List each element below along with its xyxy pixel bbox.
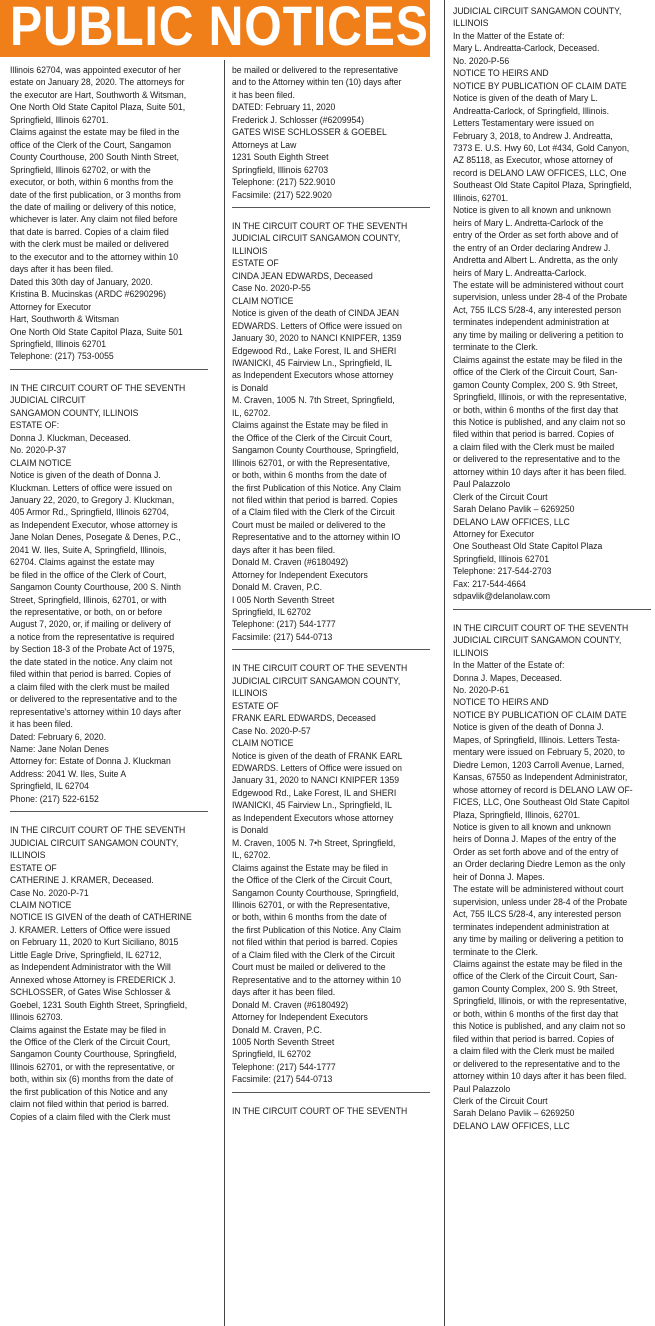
notice-block <box>232 221 432 644</box>
notice-line: Facsimile: (217) 544-0713 <box>232 631 333 643</box>
notice-line: mentary were issued on February 5, 2020, to <box>453 747 625 759</box>
notice-line: as Independent Executors whose attorney <box>232 370 394 382</box>
notice-line: Facsimile: (217) 522.9020 <box>232 189 332 201</box>
notice-line: Notice is given of the death of Mary L. <box>453 93 598 105</box>
notice-line: I 005 North Seventh Street <box>232 594 335 606</box>
notice-line: One Southeast Old State Capitol Plaza <box>453 541 603 553</box>
notice-line: SCHLOSSER, of Gates Wise Schlosser & <box>10 987 171 999</box>
notice-line: ILLINOIS <box>453 647 489 659</box>
notice-line: the first publication of this Notice and any <box>10 1086 168 1098</box>
notice-block <box>453 623 653 1134</box>
notice-line: heirs of Donna J. Mapes of the entry of the <box>453 834 617 846</box>
notice-line: days after it has been filed. <box>10 264 114 276</box>
notice-line: terminates independent administration at <box>453 317 609 329</box>
notice-line: M. Craven, 1005 N. 7•h Street, Springfield, <box>232 837 396 849</box>
notice-line: not filed within that period is barred. Copies <box>232 494 398 506</box>
notice-separator <box>232 202 430 208</box>
notice-line: Dated: February 6, 2020. <box>10 731 107 743</box>
notice-line: is Donald <box>232 382 268 394</box>
notice-line: Mapes, of Springfield, Illinois. Letters Testa- <box>453 734 620 746</box>
notice-line: Sarah Delano Pavlik – 6269250 <box>453 1108 575 1120</box>
notice-line: Claims against the Estate may be filed in <box>232 420 388 432</box>
notice-line: Mary L. Andreatta-Carlock, Deceased. <box>453 43 600 55</box>
notice-line: Sarah Delano Pavlik – 6269250 <box>453 504 575 516</box>
notice-line: Diedre Lemon, 1203 Carroll Avenue, Larned, <box>453 759 625 771</box>
notice-line: Kluckman. Letters of office were issued on <box>10 482 173 494</box>
notice-line: Notice is given to all known and unknown <box>453 205 611 217</box>
notice-line: attorney within 10 days after it has been filed. <box>453 466 627 478</box>
notice-block <box>10 383 210 806</box>
notice-line: SANGAMON COUNTY, ILLINOIS <box>10 407 139 419</box>
notice-line: Dated this 30th day of January, 2020. <box>10 276 153 288</box>
notice-line: Address: 2041 W. Iles, Suite A <box>10 768 127 780</box>
notice-line: The estate will be administered without court <box>453 884 624 896</box>
notice-line: NOTICE TO HEIRS AND <box>453 68 549 80</box>
notice-line: Case No. 2020-P-57 <box>232 725 311 737</box>
notice-line: IN THE CIRCUIT COURT OF THE SEVENTH <box>10 825 186 837</box>
notice-line: Donald M. Craven, P.C. <box>232 582 323 594</box>
notice-line: JUDICIAL CIRCUIT SANGAMON COUNTY, <box>10 837 179 849</box>
notice-line: Donna J. Kluckman, Deceased. <box>10 432 131 444</box>
notice-line: 1005 North Seventh Street <box>232 1036 335 1048</box>
notice-line: ESTATE OF <box>10 862 57 874</box>
notice-line: office of the Clerk of the Circuit Court, San- <box>453 367 618 379</box>
notice-line: ESTATE OF <box>232 700 279 712</box>
notice-separator <box>10 364 208 370</box>
notice-line: Sangamon County Courthouse, Springfield, <box>10 1049 177 1061</box>
notice-line: it has been filed. <box>232 89 295 101</box>
notice-block <box>232 1106 432 1118</box>
notice-line: heirs of Mary L. Andreatta-Carlock. <box>453 267 587 279</box>
notice-line: Telephone: 217-544-2703 <box>453 566 552 578</box>
notice-line: Kansas, 67550 as Independent Administrator, <box>453 772 628 784</box>
notice-line: CLAIM NOTICE <box>10 457 72 469</box>
notice-line: or both, within 6 months from the date of <box>232 470 387 482</box>
notice-line: One North Old State Capitol Plaza, Suite 501 <box>10 326 183 338</box>
notice-separator <box>10 806 208 812</box>
notice-line: or delivered to the representative and to the <box>453 1058 621 1070</box>
notice-block <box>10 825 210 1124</box>
notice-line: Notice is given to all known and unknown <box>453 822 611 833</box>
notice-line: 2041 W. Iles, Suite A, Springfield, Illinois, <box>10 544 167 556</box>
notice-line: the executor are Hart, Southworth & Witsman, <box>10 89 187 101</box>
notice-line: M. Craven, 1005 N. 7th Street, Springfield, <box>232 395 395 407</box>
notice-line: by Section 18-3 of the Probate Act of 1975, <box>10 644 175 656</box>
notice-line: Springfield, Illinois 62701. <box>10 114 109 126</box>
notice-line: Sangamon County Courthouse, Springfield, <box>232 445 399 457</box>
notice-line: Hart, Southworth & Witsman <box>10 314 119 326</box>
notice-line: with the clerk must be mailed or delivered <box>10 239 169 251</box>
notice-line: CLAIM NOTICE <box>232 738 294 750</box>
page-title: PUBLIC NOTICES <box>10 0 429 57</box>
notice-line: a claim filed with the clerk must be mailed <box>10 681 170 693</box>
notice-line: whichever is later. Any claim not filed before <box>10 214 178 226</box>
notice-line: Clerk of the Circuit Court <box>453 491 548 503</box>
notice-line: Edgewood Rd., Lake Forest, IL and SHERI <box>232 787 397 799</box>
notice-line: Notice is given of the death of Donna J. <box>453 722 604 734</box>
notice-line: Attorney for: Estate of Donna J. Kluckman <box>10 756 171 768</box>
notice-line: executor, or both, within 6 months from the <box>10 177 174 189</box>
notice-line: Springfield, Illinois 62703 <box>232 164 329 176</box>
notice-line: Frederick J. Schlosser (#6209954) <box>232 114 364 126</box>
notice-line: not filed within that period is barred. Copies <box>232 937 398 949</box>
notice-line: Springfield, Illinois 62701 <box>453 553 550 565</box>
notice-line: Clerk of the Circuit Court <box>453 1095 548 1107</box>
notice-line: days after it has been filed. <box>232 987 336 999</box>
notice-line: terminates independent administration at <box>453 921 609 933</box>
public-notices-banner <box>0 0 430 57</box>
notice-line: both, within six (6) months from the date of <box>10 1074 174 1086</box>
notice-line: Edgewood Rd., Lake Forest, IL and SHERI <box>232 345 397 357</box>
notice-line: DELANO LAW OFFICES, LLC <box>453 516 570 528</box>
notice-line: supervision, unless under 28-4 of the Probate <box>453 292 628 304</box>
notice-line: Telephone: (217) 544-1777 <box>232 1061 336 1073</box>
notice-line: Telephone: (217) 544-1777 <box>232 619 336 631</box>
notice-line: the date of mailing or delivery of this notice, <box>10 201 177 213</box>
notice-line: IWANICKI, 45 Fairview Ln., Springfield, IL <box>232 357 392 369</box>
notice-line: representative's attorney within 10 days after <box>10 706 182 718</box>
notice-line: be mailed or delivered to the representative <box>232 65 399 76</box>
column-divider <box>444 0 445 1326</box>
notice-line: it has been filed. <box>10 719 73 731</box>
notice-line: or both, within 6 months of the first day that <box>453 404 619 416</box>
notice-line: One North Old State Capitol Plaza, Suite 501, <box>10 102 186 114</box>
notice-line: Donna J. Mapes, Deceased. <box>453 672 562 684</box>
notice-line: Name: Jane Nolan Denes <box>10 744 109 756</box>
notice-line: 405 Armor Rd., Springfield, Illinois 62704, <box>10 507 169 519</box>
notice-line: IN THE CIRCUIT COURT OF THE SEVENTH <box>453 622 629 634</box>
notice-line: Letters Testamentary were issued on <box>453 118 594 130</box>
notice-line: ILLINOIS <box>232 245 268 257</box>
notice-line: terminate to the Clerk. <box>453 342 538 354</box>
notice-line: the Office of the Clerk of the Circuit Court, <box>10 1036 171 1048</box>
notice-separator <box>453 604 651 610</box>
notice-line: Claims against the estate may be filed in the <box>10 127 180 139</box>
notice-line: as Independent Executors whose attorney <box>232 812 394 824</box>
notice-line: NOTICE TO HEIRS AND <box>453 697 549 709</box>
notice-line: Donald M. Craven, P.C. <box>232 1024 323 1036</box>
notice-line: is Donald <box>232 825 268 837</box>
notice-line: Kristina B. Mucinskas (ARDC #6290296) <box>10 289 166 301</box>
notice-line: Plaza, Springfield, Illinois, 62701. <box>453 809 581 821</box>
notice-line: 7373 E. U.S. Hwy 60, Lot #434, Gold Canyon, <box>453 142 630 154</box>
notice-line: Attorney for Executor <box>453 529 535 541</box>
notice-line: filed within that period is barred. Copies of <box>10 669 171 681</box>
notice-line: GATES WISE SCHLOSSER & GOEBEL <box>232 127 387 139</box>
notice-line: Springfield, IL 62702 <box>232 1049 311 1061</box>
notice-line: NOTICE BY PUBLICATION OF CLAIM DATE <box>453 709 627 721</box>
notice-line: date of the first publication, or 3 months from <box>10 189 181 201</box>
notice-line: Attorney for Independent Executors <box>232 569 368 581</box>
notice-line: EDWARDS. Letters of Office were issued on <box>232 763 402 775</box>
notice-line: a claim filed with the Clerk must be mailed <box>453 441 615 453</box>
notice-line: Telephone: (217) 522.9010 <box>232 177 336 189</box>
notice-line: ILLINOIS <box>232 688 268 700</box>
notice-separator <box>232 644 430 650</box>
notice-line: filed within that period is barred. Copies of <box>453 1033 614 1045</box>
notice-line: the Office of the Clerk of the Circuit Court, <box>232 432 393 444</box>
notice-line: IL, 62702. <box>232 850 271 862</box>
notice-line: ESTATE OF <box>232 258 279 270</box>
notice-line: JUDICIAL CIRCUIT SANGAMON COUNTY, <box>453 635 622 647</box>
notice-line: any time by mailing or delivering a petition to <box>453 934 624 946</box>
notice-line: Court must be mailed or delivered to the <box>232 519 386 531</box>
notice-line: Act, 755 ILCS 5/28-4, any interested person <box>453 304 622 316</box>
notice-line: the entry of an Order declaring Andrew J. <box>453 242 611 254</box>
notice-line: Donald M. Craven (#6180492) <box>232 557 349 569</box>
notice-line: whose attorney of record is DELANO LAW OF- <box>453 784 633 796</box>
notice-line: Springfield, Illinois, or with the representative, <box>453 996 627 1008</box>
notice-line: JUDICIAL CIRCUIT SANGAMON COUNTY, <box>232 233 401 245</box>
notice-line: Donald M. Craven (#6180492) <box>232 999 349 1011</box>
notice-line: 1231 South Eighth Street <box>232 152 329 164</box>
notice-line: Representative and to the attorney within 10 <box>232 974 401 986</box>
notice-column-2 <box>232 65 432 1118</box>
notice-line: Attorneys at Law <box>232 139 297 151</box>
notice-line: IWANICKI, 45 Fairview Ln., Springfield, IL <box>232 800 392 812</box>
notice-line: Claims against the estate may be filed in the <box>453 958 623 970</box>
notice-line: Notice is given of the death of Donna J. <box>10 470 161 482</box>
notice-line: Andretta and Albert L. Andretta, as the only <box>453 255 618 267</box>
notice-line: IN THE CIRCUIT COURT OF THE SEVENTH <box>10 382 186 394</box>
notice-line: Springfield, Illinois, or with the representative, <box>453 392 627 404</box>
notice-line: CLAIM NOTICE <box>232 295 294 307</box>
notice-line: a notice from the representative is required <box>10 631 175 643</box>
notice-line: DATED: February 11, 2020 <box>232 102 336 114</box>
notice-line: JUDICIAL CIRCUIT <box>10 395 86 407</box>
notice-line: No. 2020-P-37 <box>10 445 67 457</box>
notice-line: Paul Palazzolo <box>453 479 511 491</box>
notice-line: FICES, LLC, One Southeast Old State Capitol <box>453 797 630 809</box>
notice-line: Order as set forth above and of the entry of <box>453 846 619 858</box>
notice-line: to the executor and to the attorney within 10 <box>10 251 179 263</box>
notice-line: NOTICE IS GIVEN of the death of CATHERINE <box>10 912 192 924</box>
notice-line: Andreatta-Carlock, of Springfield, Illinois. <box>453 105 609 117</box>
notice-line: FRANK EARL EDWARDS, Deceased <box>232 713 376 725</box>
notice-line: Goebel, 1231 South Eighth Street, Springfield, <box>10 999 188 1011</box>
notice-block <box>453 6 653 604</box>
notice-line: Springfield, IL 62704 <box>10 781 89 793</box>
notice-line: Case No. 2020-P-55 <box>232 283 311 295</box>
notice-line: the representative, or both, on or before <box>10 607 163 619</box>
notice-line: on February 11, 2020 to Kurt Siciliano, 8015 <box>10 937 179 949</box>
notice-line: be filed in the office of the Clerk of Court, <box>10 569 167 581</box>
notice-separator <box>232 1087 430 1093</box>
notice-line: Street, Springfield, Illinois, 62701, or with <box>10 594 167 606</box>
notice-line: Fax: 217-544-4664 <box>453 578 526 590</box>
notice-line: DELANO LAW OFFICES, LLC <box>453 1120 570 1132</box>
notice-line: AZ 85118, as Executor, whose attorney of <box>453 155 613 167</box>
notice-line: No. 2020-P-61 <box>453 685 510 697</box>
notice-line: days after it has been filed. <box>232 544 336 556</box>
notice-line: J. KRAMER. Letters of Office were issued <box>10 924 171 936</box>
notice-line: Act, 755 ILCS 5/28-4, any interested person <box>453 909 622 921</box>
notice-line: heirs of Mary L. Andretta-Carlock of the <box>453 217 604 229</box>
notice-line: Attorney for Executor <box>10 301 92 313</box>
notice-line: JUDICIAL CIRCUIT SANGAMON COUNTY, <box>453 6 622 17</box>
notice-line: the Office of the Clerk of the Circuit Court, <box>232 875 393 887</box>
notice-line: EDWARDS. Letters of Office were issued on <box>232 320 402 332</box>
notice-line: Claims against the estate may be filed in the <box>453 354 623 366</box>
notice-line: Illinois 62703. <box>10 1012 63 1024</box>
notice-line: Little Eagle Drive, Springfield, IL 62712, <box>10 949 162 961</box>
notice-line: Illinois 62701, or with the Representative, <box>232 457 390 469</box>
notice-line: supervision, unless under 28-4 of the Probate <box>453 896 628 908</box>
notice-line: terminate to the Clerk. <box>453 946 538 958</box>
notice-line: Claims against the Estate may be filed in <box>10 1024 166 1036</box>
notice-line: Jane Nolan Denes, Posegate & Denes, P.C., <box>10 532 181 544</box>
notice-line: office of the Clerk of the Court, Sangamon <box>10 139 172 151</box>
notice-line: any time by mailing or delivering a petition to <box>453 329 624 341</box>
notice-line: CINDA JEAN EDWARDS, Deceased <box>232 270 373 282</box>
notice-line: Illinois 62701, or with the Representative, <box>232 900 390 911</box>
notice-line: ESTATE OF: <box>10 420 60 432</box>
notice-line: claim not filed within that period is barred. <box>10 1099 169 1111</box>
notice-block <box>10 65 210 364</box>
notice-line: Illinois 62704, was appointed executor of her <box>10 65 181 76</box>
notice-line: JUDICIAL CIRCUIT SANGAMON COUNTY, <box>232 675 401 687</box>
notice-line: IN THE CIRCUIT COURT OF THE SEVENTH <box>232 1105 408 1117</box>
notice-line: August 7, 2020, or, if mailing or delivery of <box>10 619 171 631</box>
notice-line: estate on January 28, 2020. The attorneys for <box>10 77 185 89</box>
notice-line: attorney within 10 days after it has been filed. <box>453 1071 627 1083</box>
notice-line: of a Claim filed with the Clerk of the Circuit <box>232 507 395 519</box>
notice-line: IN THE CIRCUIT COURT OF THE SEVENTH <box>232 220 408 232</box>
notice-line: Paul Palazzolo <box>453 1083 511 1095</box>
notice-line: a claim filed with the Clerk must be mailed <box>453 1046 615 1058</box>
notice-line: Sangamon County Courthouse, Springfield, <box>232 887 399 899</box>
notice-line: ILLINOIS <box>10 850 46 862</box>
notice-line: Notice is given of the death of CINDA JEAN <box>232 308 400 320</box>
notice-line: In the Matter of the Estate of: <box>453 660 565 672</box>
notice-line: IL, 62702. <box>232 407 271 419</box>
notice-line: record is DELANO LAW OFFICES, LLC, One <box>453 167 627 179</box>
notice-line: the date stated in the notice. Any claim not <box>10 656 173 668</box>
notice-line: of a Claim filed with the Clerk of the Circuit <box>232 949 395 961</box>
notice-line: In the Matter of the Estate of: <box>453 30 565 42</box>
notice-line: sdpavlik@delanolaw.com <box>453 591 551 603</box>
notice-line: as Independent Executor, whose attorney is <box>10 519 178 531</box>
notice-line: Annexed whose Attorney is FREDERICK J. <box>10 974 176 986</box>
notice-line: heir of Donna J. Mapes. <box>453 871 545 883</box>
notice-line: NOTICE BY PUBLICATION OF CLAIM DATE <box>453 80 627 92</box>
notice-block <box>232 663 432 1086</box>
notice-line: gamon County Complex, 200 S. 9th Street, <box>453 983 618 995</box>
notice-line: Springfield, IL 62702 <box>232 607 311 619</box>
column-divider <box>224 60 225 1326</box>
notice-line: Illinois, 62701. <box>453 192 509 204</box>
notice-line: Representative and to the attorney within IO <box>232 532 401 544</box>
notice-line: entry of the Order as set forth above and of <box>453 230 619 242</box>
notice-line: No. 2020-P-56 <box>453 55 510 67</box>
notice-line: as Independent Administrator with the Will <box>10 962 171 974</box>
notice-line: 62704. Claims against the estate may <box>10 557 155 569</box>
notice-line: ILLINOIS <box>453 18 489 30</box>
notice-line: Illinois 62701, or with the representative, or <box>10 1061 175 1073</box>
notice-line: CLAIM NOTICE <box>10 900 72 911</box>
notice-line: this Notice is published, and any claim not so <box>453 1021 626 1033</box>
notice-line: this Notice is published, and any claim not so <box>453 416 626 428</box>
notice-line: Springfield, Illinois 62702, or with the <box>10 164 151 176</box>
notice-line: Sangamon County Courthouse, 200 S. Ninth <box>10 582 181 594</box>
notice-line: January 30, 2020 to NANCI KNIPFER, 1359 <box>232 333 402 345</box>
notice-line: Attorney for Independent Executors <box>232 1012 368 1024</box>
notice-line: office of the Clerk of the Circuit Court, San- <box>453 971 618 983</box>
notice-line: filed within that period is barred. Copies of <box>453 429 614 441</box>
notice-line: the first Publication of this Notice. Any Claim <box>232 482 401 494</box>
notice-line: Claims against the Estate may be filed in <box>232 862 388 874</box>
notice-line: that date is barred. Copies of a claim filed <box>10 226 169 238</box>
notice-line: County Courthouse, 200 South Ninth Street, <box>10 152 179 164</box>
notice-line: Phone: (217) 522-6152 <box>10 793 99 805</box>
notice-line: February 3, 2018, to Andrew J. Andreatta, <box>453 130 613 142</box>
notice-line: Case No. 2020-P-71 <box>10 887 89 899</box>
notice-line: January 31, 2020 to NANCI KNIPFER 1359 <box>232 775 400 787</box>
notice-column-1 <box>10 65 210 1124</box>
notice-column-3 <box>453 6 653 1133</box>
notice-line: January 22, 2020, to Gregory J. Kluckman, <box>10 494 175 506</box>
notice-line: IN THE CIRCUIT COURT OF THE SEVENTH <box>232 663 408 675</box>
notice-line: CATHERINE J. KRAMER, Deceased. <box>10 875 154 887</box>
notice-line: Springfield, Illinois 62701 <box>10 338 107 350</box>
notice-line: an Order declaring Diedre Lemon as the only <box>453 859 626 871</box>
notice-line: or delivered to the representative and to the <box>10 694 178 706</box>
notice-line: or delivered to the representative and to the <box>453 454 621 466</box>
notice-line: Notice is given of the death of FRANK EARL <box>232 750 403 762</box>
notice-line: and to the Attorney within ten (10) days after <box>232 77 402 89</box>
notice-line: or both, within 6 months of the first day that <box>453 1008 619 1020</box>
notice-line: Copies of a claim filed with the Clerk must <box>10 1111 171 1123</box>
notice-line: The estate will be administered without court <box>453 279 624 291</box>
notice-line: the first Publication of this Notice. Any Claim <box>232 924 401 936</box>
notice-line: or both, within 6 months from the date of <box>232 912 387 924</box>
notice-line: gamon County Complex, 200 S. 9th Street, <box>453 379 618 391</box>
notice-block <box>232 65 432 202</box>
notice-line: Telephone: (217) 753-0055 <box>10 351 114 363</box>
notice-line: Facsimile: (217) 544-0713 <box>232 1074 333 1086</box>
notice-line: Southeast Old State Capitol Plaza, Springfield, <box>453 180 632 192</box>
notice-line: Court must be mailed or delivered to the <box>232 962 386 974</box>
